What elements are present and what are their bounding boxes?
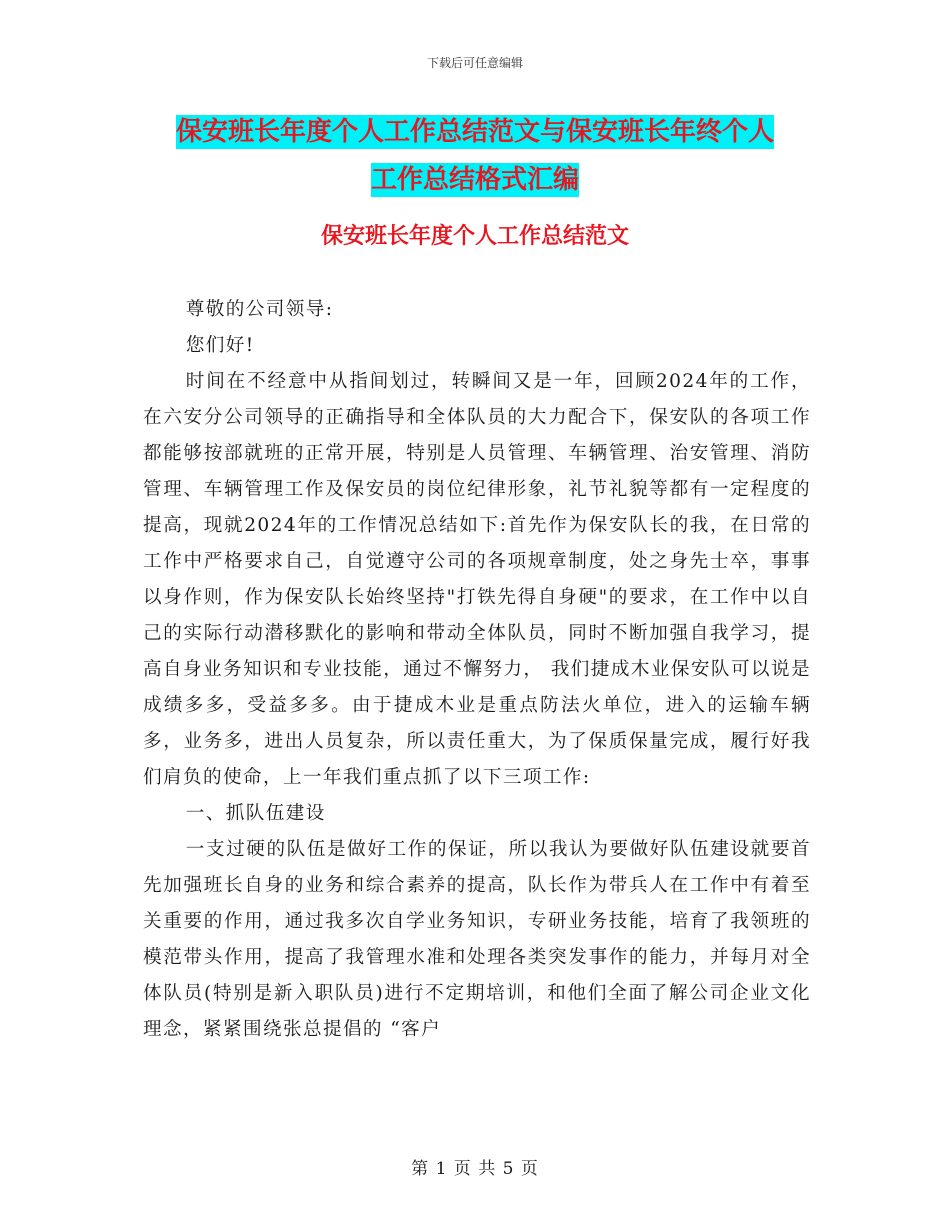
- paragraph-team-building: 一支过硬的队伍是做好工作的保证，所以我认为要做好队伍建设就要首先加强班长自身的业务和综合素养的提高，队长作为带兵人在工作中有着至关重要的作用，通过我多次自学业务知识，专研业务技能，培育了我领班的模范带头作用，提高了我管理水准和处理各类突发事作的能力，并每月对全体队员(特别是新入职队员)进行不定期培训，和他们全面了解公司企业文化理念，紧紧围绕张总提倡的 “客户: [143, 839, 811, 1040]
- paragraph-intro: 时间在不经意中从指间划过，转瞬间又是一年，回顾2024年的工作，在六安分公司领导的正确指导和全体队员的大力配合下，保安队的各项工作都能够按部就班的正常开展，特别是人员管理、车辆管理、治安管理、消防管理、车辆管理工作及保安员的岗位纪律形象，礼节礼貌等都有一定程度的提高，现就2024年的工作情况总结如下:首先作为保安队长的我，在日常的工作中严格要求自己，自觉遵守公司的各项规章制度，处之身先士卒，事事以身作则，作为保安队长始终坚持"打铁先得自身硬"的要求，在工作中以自己的实际行动潜移默化的影响和带动全体队员，同时不断加强自我学习，提高自身业务知识和专业技能，通过不懈努力， 我们捷成木业保安队可以说是成绩多多，受益多多。由于捷成木业是重点防法火单位，进入的运输车辆多，业务多，进出人员复杂，所以责任重大，为了保质保量完成，履行好我们肩负的使命，上一年我们重点抓了以下三项工作:: [143, 371, 811, 788]
- header-note: 下载后可任意编辑: [426, 56, 523, 70]
- document-title: [130, 108, 820, 204]
- body-text: [143, 292, 811, 1048]
- greeting: 您们好!: [185, 335, 255, 356]
- section-title: 保安班长年度个人工作总结范文: [320, 224, 629, 249]
- heading-team-building: 一、抓队伍建设: [185, 803, 326, 824]
- salutation: 尊敬的公司领导:: [185, 299, 334, 320]
- document-title-line-1: 保安班长年度个人工作总结范文与保安班长年终个人: [175, 117, 774, 147]
- page-number: 第 1 页 共 5 页: [411, 1159, 539, 1179]
- document-title-line-2: 工作总结格式汇编: [370, 165, 579, 195]
